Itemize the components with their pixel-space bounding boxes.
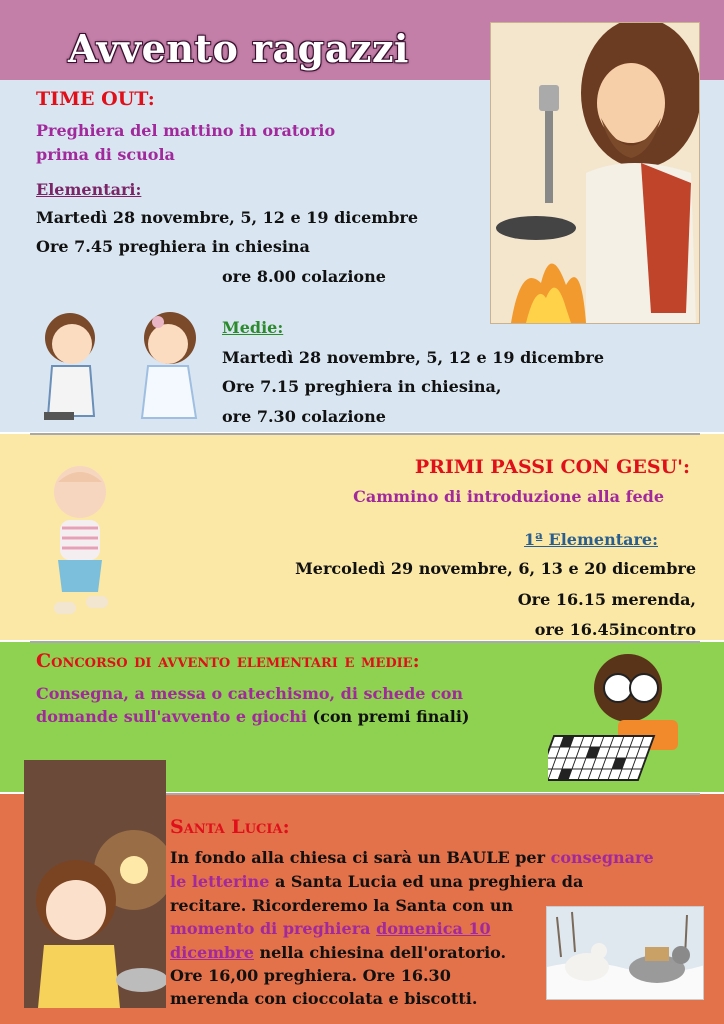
medie-prayer: Ore 7.15 preghiera in chiesina, — [222, 377, 502, 396]
santa-lucia-line5: dicembre nella chiesina dell'oratorio. — [170, 943, 507, 962]
concorso-heading: Concorso di avvento elementari e medie: — [36, 650, 420, 672]
medie-label: Medie: — [222, 318, 284, 337]
elementari-label: Elementari: — [36, 180, 142, 199]
primi-passi-snack: Ore 16.15 merenda, — [517, 590, 696, 609]
page-title: Avvento ragazzi — [68, 26, 409, 71]
santa-lucia-heading: Santa Lucia: — [170, 816, 290, 838]
medie-breakfast: ore 7.30 colazione — [222, 407, 386, 426]
santa-lucia-line6: Ore 16,00 preghiera. Ore 16.30 — [170, 966, 451, 985]
boy-crossword-illustration — [548, 648, 698, 788]
divider — [30, 641, 700, 643]
concorso-line2-highlight: domande sull'avvento e giochi — [36, 707, 307, 726]
primi-passi-group-label: 1ª Elementare: — [524, 530, 658, 549]
medie-dates: Martedì 28 novembre, 5, 12 e 19 dicembre — [222, 348, 605, 367]
divider — [30, 433, 700, 435]
primi-passi-dates: Mercoledì 29 novembre, 6, 13 e 20 dicembre — [295, 559, 696, 578]
santa-lucia-donkey-illustration — [546, 906, 704, 1000]
elementari-dates: Martedì 28 novembre, 5, 12 e 19 dicembre — [36, 208, 419, 227]
santa-lucia-line7: merenda con cioccolata e biscotti. — [170, 989, 478, 1008]
primi-passi-meeting: ore 16.45incontro — [534, 620, 696, 639]
concorso-line2-rest: (con premi finali) — [306, 707, 470, 726]
praying-children-illustration — [30, 308, 210, 426]
santa-lucia-line2: le letterine a Santa Lucia ed una preghiera da — [170, 872, 584, 891]
elementari-breakfast: ore 8.00 colazione — [222, 267, 386, 286]
jesus-cooking-illustration — [490, 22, 700, 324]
santa-lucia-line1: In fondo alla chiesa ci sarà un BAULE per consegnare — [170, 848, 654, 867]
primi-passi-subtitle: Cammino di introduzione alla fede — [353, 487, 664, 506]
primi-passi-heading: PRIMI PASSI CON GESU': — [414, 456, 690, 478]
time-out-subtitle-line1: Preghiera del mattino in oratorio — [36, 121, 336, 140]
girl-lantern-illustration — [24, 760, 166, 1008]
concorso-line2 — [36, 707, 469, 726]
time-out-subtitle-line2: prima di scuola — [36, 145, 175, 164]
toddler-walking-illustration — [40, 462, 120, 622]
santa-lucia-line3: recitare. Ricorderemo la Santa con un — [170, 896, 514, 915]
santa-lucia-line4: momento di preghiera domenica 10 — [170, 919, 491, 938]
elementari-prayer: Ore 7.45 preghiera in chiesina — [36, 237, 310, 256]
concorso-line1: Consegna, a messa o catechismo, di schede con — [36, 684, 464, 703]
time-out-heading: TIME OUT: — [36, 88, 155, 110]
